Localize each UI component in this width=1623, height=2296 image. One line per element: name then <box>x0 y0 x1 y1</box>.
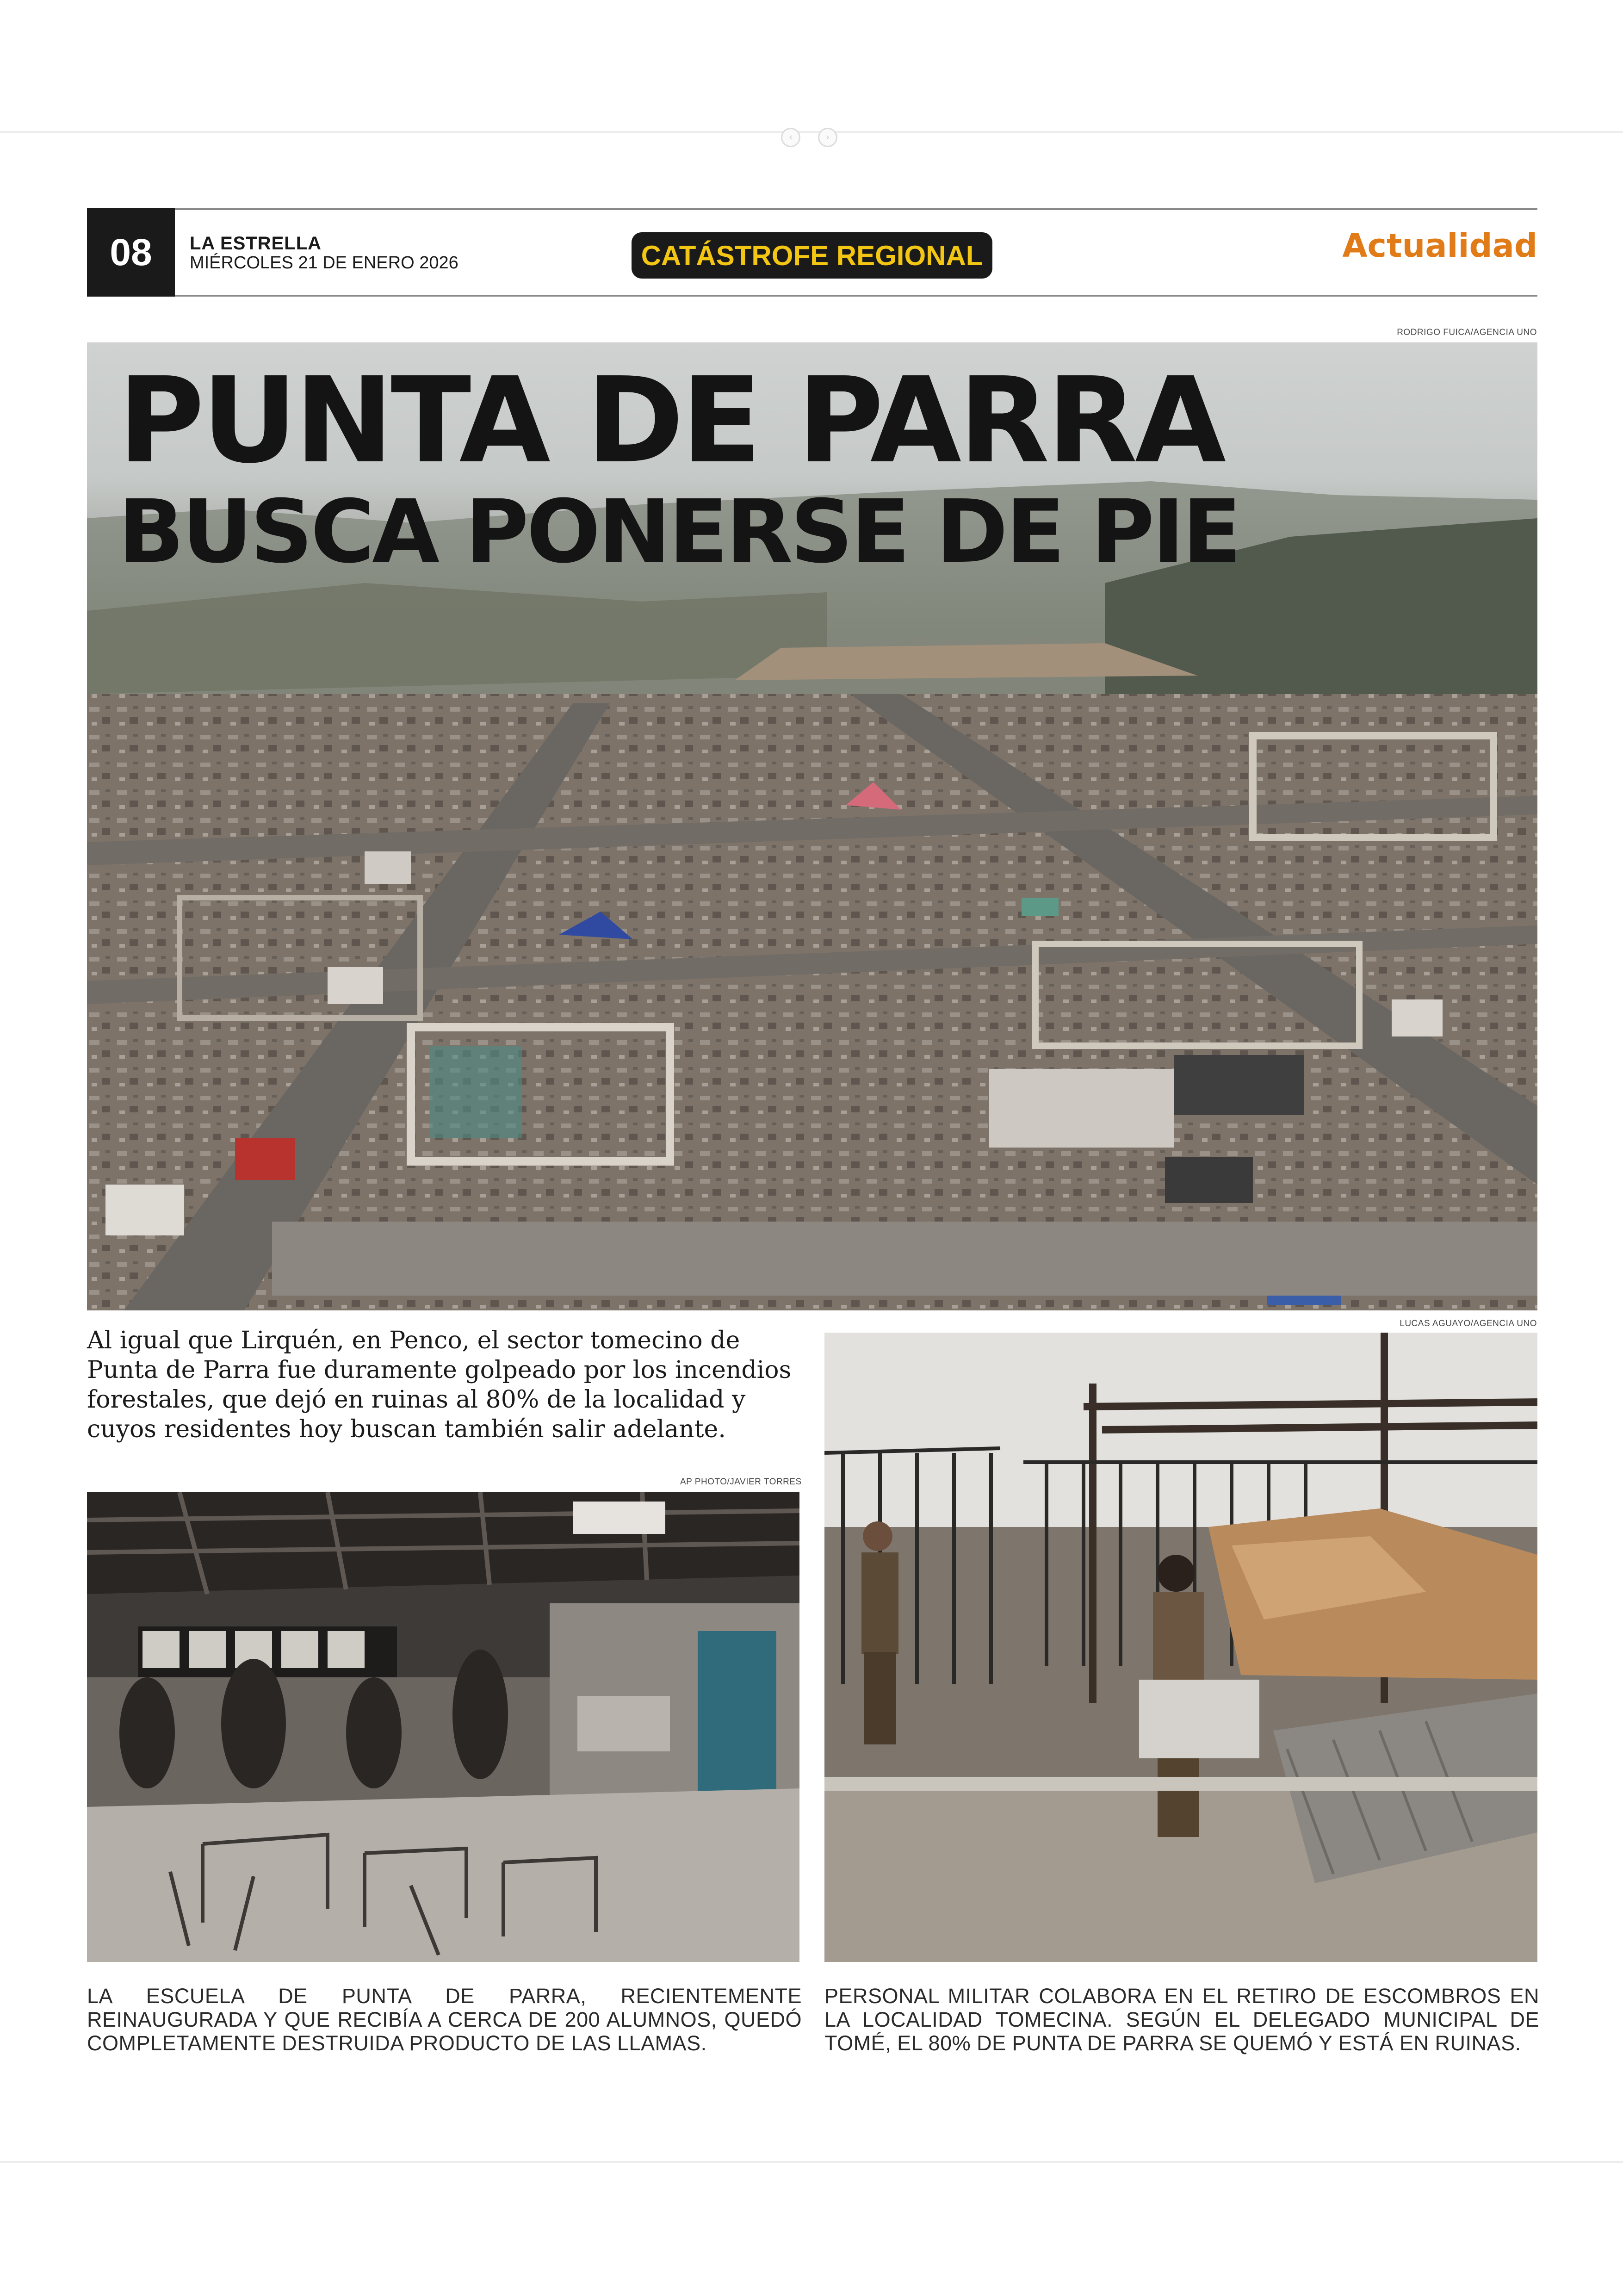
military-photo-illustration <box>824 1333 1537 1962</box>
school-photo-credit: AP PHOTO/JAVIER TORRES <box>680 1477 802 1487</box>
header-rule-bottom <box>87 295 1537 297</box>
viewer-top-band <box>0 0 1623 133</box>
hero-photo-credit: RODRIGO FUICA/AGENCIA UNO <box>1397 328 1537 337</box>
masthead <box>190 234 458 273</box>
headline-line-2: BUSCA PONERSE DE PIE <box>118 481 1239 583</box>
headline-line-1: PUNTA DE PARRA <box>118 352 1224 490</box>
military-photo-credit: LUCAS AGUAYO/AGENCIA UNO <box>1400 1319 1537 1328</box>
military-photo-caption: PERSONAL MILITAR COLABORA EN EL RETIRO DE ESCOMBROS EN LA LOCALIDAD TOMECINA. SEGÚN EL DELEGADO MUNICIPAL DE TOMÉ, EL 80% DE PUNTA DE PARRA SE QUEMÓ Y ESTÁ EN RUINAS. <box>824 1984 1539 2055</box>
publication-date: MIÉRCOLES 21 DE ENERO 2026 <box>190 253 458 273</box>
section-label: CATÁSTROFE REGIONAL <box>632 232 992 279</box>
page-number: 08 <box>87 208 175 297</box>
chevron-left-icon[interactable]: ‹ <box>781 128 800 147</box>
page-navigation <box>781 125 841 143</box>
school-photo-illustration <box>87 1492 799 1962</box>
school-photo-caption: LA ESCUELA DE PUNTA DE PARRA, RECIENTEMENTE REINAUGURADA Y QUE RECIBÍA A CERCA DE 200 ALUMNOS, QUEDÓ COMPLETAMENTE DESTRUIDA PRODUCTO DE LAS LLAMAS. <box>87 1984 802 2055</box>
article-intro: Al igual que Lirquén, en Penco, el sector tomecino de Punta de Parra fue duramente golpeado por los incendios forestales, que dejó en ruinas al 80% de la localidad y cuyos residentes hoy buscan también salir adelante. <box>87 1327 792 1443</box>
chevron-right-icon[interactable]: › <box>818 128 837 147</box>
viewer-bottom-band <box>0 2161 1623 2296</box>
military-photo <box>824 1333 1537 1962</box>
headline <box>118 352 1239 583</box>
publication-name: LA ESTRELLA <box>190 233 322 254</box>
header-rule-top <box>87 208 1537 210</box>
school-photo <box>87 1492 799 1962</box>
section-tag: Actualidad <box>1342 227 1537 265</box>
